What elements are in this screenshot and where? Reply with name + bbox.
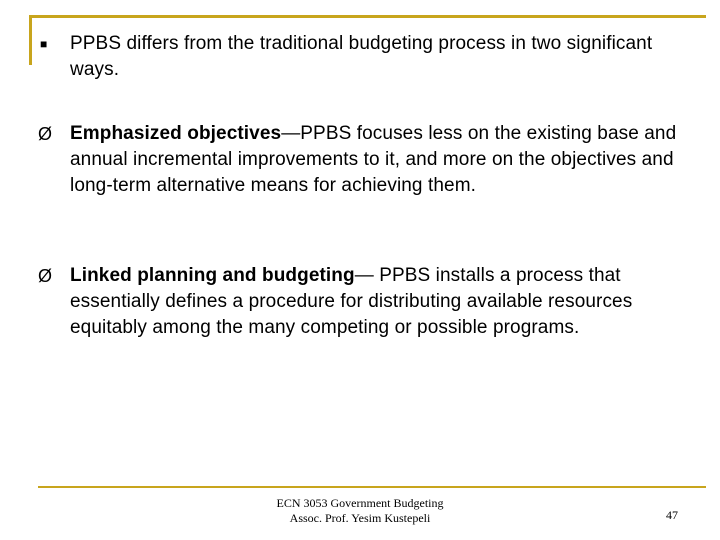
point-emphasized-objectives xyxy=(38,121,678,199)
point-body: —PPBS focuses less on the existing base and annual incremental improvements to it, and more on the objectives and long-term alternative means for achieving them. xyxy=(70,123,677,196)
footer-course: ECN 3053 Government Budgeting xyxy=(276,496,444,510)
point-text xyxy=(70,263,678,341)
left-accent-rule xyxy=(29,15,32,65)
footer-course-info xyxy=(230,496,490,526)
square-bullet-icon: ■ xyxy=(40,37,48,51)
intro-bullet-item xyxy=(38,31,678,83)
top-accent-rule xyxy=(30,15,706,18)
footer-instructor: Assoc. Prof. Yesim Kustepeli xyxy=(289,511,431,525)
point-title: Emphasized objectives xyxy=(70,123,282,144)
intro-text: PPBS differs from the traditional budgeting process in two significant ways. xyxy=(70,33,653,80)
point-linked-planning xyxy=(38,263,678,341)
point-text xyxy=(70,121,678,199)
point-title: Linked planning and budgeting xyxy=(70,265,355,286)
footer-rule xyxy=(38,486,706,488)
arrow-bullet-icon: Ø xyxy=(38,124,53,144)
point-body: — PPBS installs a process that essentially defines a procedure for distributing available resources equitably among the many competing or possible programs. xyxy=(70,265,633,338)
arrow-bullet-icon: Ø xyxy=(38,266,53,286)
page-number: 47 xyxy=(666,508,678,522)
